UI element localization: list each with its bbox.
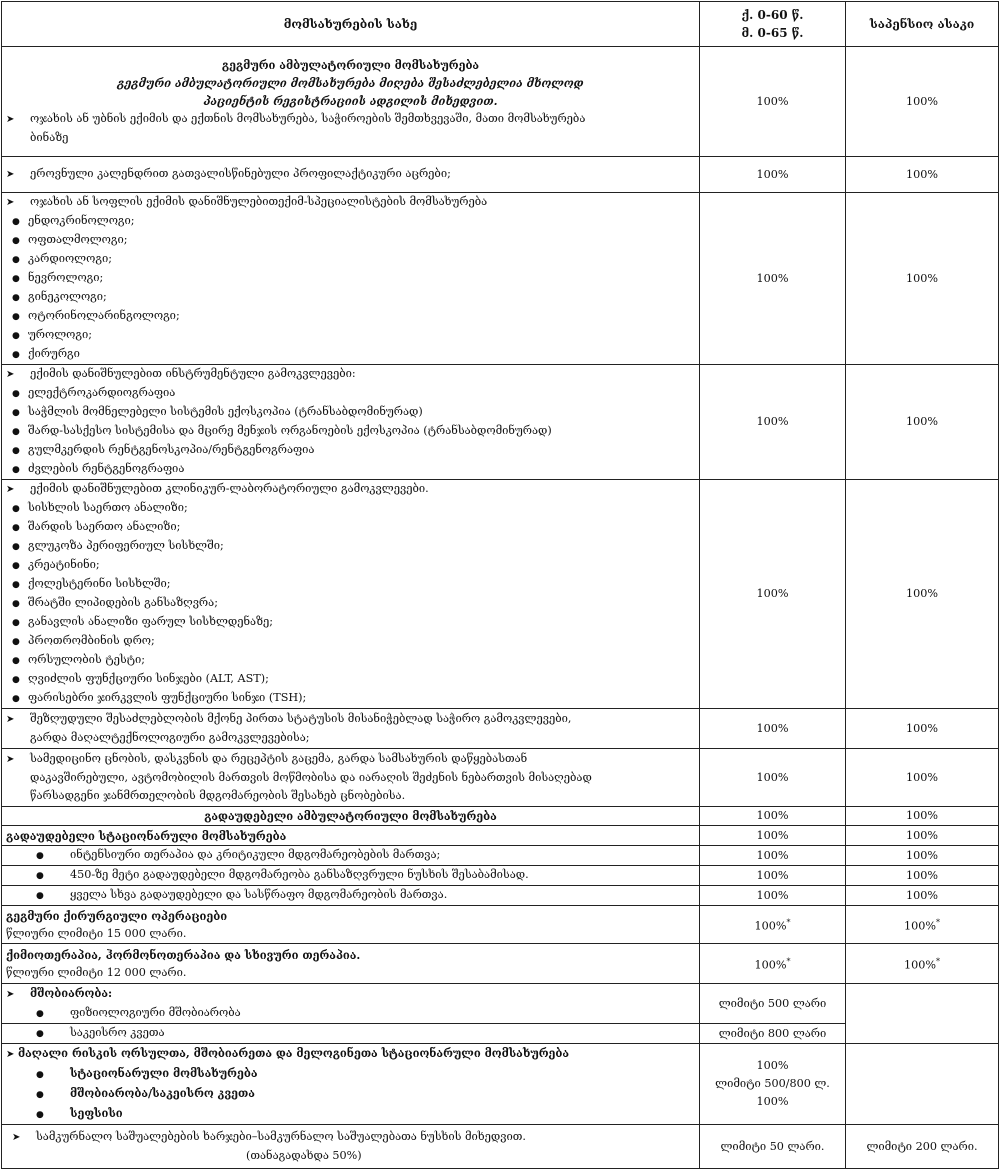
cell-value: 100%*	[700, 944, 846, 984]
arrow-bullet-icon: ➤	[6, 714, 15, 725]
round-bullet-icon: ●	[12, 637, 20, 647]
cell-service	[2, 866, 700, 886]
cell-service	[2, 480, 700, 709]
header-service-type: მომსახურების სახე	[2, 2, 700, 47]
header-age-women: ქ. 0-60 წ.	[741, 8, 804, 22]
cell-service	[2, 1044, 700, 1125]
cell-empty	[846, 1044, 999, 1125]
section-title: მშობიარობა:	[30, 986, 113, 1000]
round-bullet-icon: ●	[12, 217, 20, 227]
round-bullet-icon: ●	[12, 293, 20, 303]
item-text: დაკავშირებული, ავტომობილის მართვის მოწმობისა და იარაღის შეძენის ნებართვის მისაღებად	[30, 771, 592, 784]
coverage-table	[1, 1, 999, 1169]
list-item: ძვლების რენტგენოგრაფია	[28, 462, 185, 475]
table-row	[2, 193, 999, 365]
list-item: ფიზიოლოგიური მშობიარობა	[70, 1006, 241, 1019]
round-bullet-icon: ●	[12, 694, 20, 704]
arrow-bullet-icon: ➤	[6, 754, 15, 765]
cell-value: 100%	[700, 709, 846, 749]
cell-value: 100%	[846, 157, 999, 193]
round-bullet-icon: ●	[12, 331, 20, 341]
list-item: მშობიარობა/საკეისრო კვეთა	[70, 1086, 255, 1100]
table-row	[2, 480, 999, 709]
cell-value: 100%*	[700, 906, 846, 944]
arrow-bullet-icon: ➤	[6, 1049, 15, 1060]
header-pension-age: საპენსიო ასაკი	[846, 2, 999, 47]
cell-service	[2, 193, 700, 365]
round-bullet-icon: ●	[12, 465, 20, 475]
cell-value: 100%	[846, 846, 999, 866]
list-item: კრეატინინი;	[28, 558, 100, 571]
round-bullet-icon: ●	[36, 871, 44, 881]
list-item: განავლის ანალიზი ფარულ სისხლდენაზე;	[28, 615, 274, 628]
round-bullet-icon: ●	[36, 891, 44, 901]
round-bullet-icon: ●	[12, 427, 20, 437]
list-item: სისხლის საერთო ანალიზი;	[28, 501, 188, 514]
cell-value: 100%	[700, 193, 846, 365]
round-bullet-icon: ●	[12, 561, 20, 571]
round-bullet-icon: ●	[12, 580, 20, 590]
cell-value: 100%	[700, 866, 846, 886]
cell-value: 100%	[846, 826, 999, 846]
footnote-mark: *	[786, 956, 791, 966]
item-text: სამედიცინო ცნობის, დასკვნის და რეცეპტის გაცემა, გარდა სამსახურის დაწყებასთან	[30, 752, 528, 765]
item-text: ოჯახის ან უბნის ექიმის და ექთნის მომსახურება, საჭიროების შემთხვევაში, მათი მომსახურება	[30, 112, 586, 125]
round-bullet-icon: ●	[36, 1029, 44, 1039]
round-bullet-icon: ●	[36, 1110, 44, 1120]
header-age-group	[700, 2, 846, 47]
item-text: წლიური ლიმიტი 12 000 ლარი.	[6, 965, 187, 979]
round-bullet-icon: ●	[12, 675, 20, 685]
header-age-men: მ. 0-65 წ.	[741, 26, 804, 40]
item-text: (თანაგადახდა 50%)	[246, 1149, 362, 1162]
cell-service	[2, 47, 700, 157]
arrow-bullet-icon: ➤	[6, 197, 15, 208]
section-note: პაციენტის რეგისტრაციის ადგილის მიხედვით.	[203, 94, 498, 108]
section-title: გადაუდებელი სტაციონარული მომსახურება	[2, 826, 700, 846]
round-bullet-icon: ●	[12, 274, 20, 284]
table-row	[2, 807, 999, 826]
list-item: სტაციონარული მომსახურება	[70, 1066, 258, 1080]
cell-value: 100%	[700, 47, 846, 157]
arrow-bullet-icon: ➤	[12, 1132, 21, 1143]
table-row	[2, 886, 999, 906]
list-item: ყველა სხვა გადაუდებელი და სასწრაფო მდგომარეობის მართვა.	[70, 888, 448, 901]
table-row	[2, 749, 999, 807]
section-note: გეგმური ამბულატორიული მომსახურება მიღება შესაძლებელია მხოლოდ	[117, 76, 584, 90]
table-row	[2, 157, 999, 193]
list-item: ოტორინოლარინგოლოგი;	[28, 309, 180, 322]
section-title: გეგმური ქირურგიული ოპერაციები	[6, 908, 228, 923]
cell-service	[2, 1024, 700, 1044]
cell-value: 100%	[846, 807, 999, 826]
table-row	[2, 866, 999, 886]
round-bullet-icon: ●	[12, 618, 20, 628]
list-item: გინეკოლოგი;	[28, 290, 107, 303]
round-bullet-icon: ●	[12, 523, 20, 533]
table-row	[2, 47, 999, 157]
cell-value: ლიმიტი 500 ლარი	[700, 984, 846, 1024]
list-item: გულმკერდის რენტგენოსკოპია/რენტგენოგრაფია	[28, 443, 315, 456]
cell-value: 100%	[846, 886, 999, 906]
cell-value: 100%	[700, 365, 846, 480]
list-item: ღვიძლის ფუნქციური სინჯები (ALT, AST);	[28, 672, 269, 685]
cell-value: 100%	[846, 365, 999, 480]
item-text: გარდა მაღალტექნოლოგიური გამოკვლევებისა;	[30, 731, 310, 744]
cell-value: 100%*	[846, 906, 999, 944]
round-bullet-icon: ●	[12, 504, 20, 514]
section-title: ქიმიოთერაპია, ჰორმონოთერაპია და სხივური თერაპია.	[6, 947, 361, 962]
list-item: ინტენსიური თერაპია და კრიტიკული მდგომარეობების მართვა;	[70, 848, 441, 861]
cell-value: 100%	[700, 807, 846, 826]
cell-value: 100%	[700, 886, 846, 906]
table-header-row	[2, 2, 999, 47]
cell-value: 100%	[700, 846, 846, 866]
cell-service	[2, 365, 700, 480]
cell-value: 100%	[846, 47, 999, 157]
item-text: ბინაზე	[30, 131, 69, 144]
table-row	[2, 906, 999, 944]
round-bullet-icon: ●	[36, 1070, 44, 1080]
round-bullet-icon: ●	[36, 851, 44, 861]
list-item: სეფსისი	[70, 1106, 123, 1120]
list-item: პროთრომბინის დრო;	[28, 634, 155, 647]
cell-value: 100%	[846, 480, 999, 709]
cell-empty	[846, 984, 999, 1044]
list-item: ფარისებრი ჯირკვლის ფუნქციური სინჯი (TSH);	[28, 691, 307, 704]
list-item: 450-ზე მეტი გადაუდებელი მდგომარეობა განსაზღვრული ნუსხის შესაბამისად.	[70, 868, 529, 881]
cell-service	[2, 1125, 700, 1169]
arrow-bullet-icon: ➤	[6, 369, 15, 380]
list-item: ოფთალმოლოგი;	[28, 233, 128, 246]
list-item: შარდის საერთო ანალიზი;	[28, 520, 181, 533]
footnote-mark: *	[786, 917, 791, 927]
section-title: მაღალი რისკის ორსულთა, მშობიარეთა და მელოგინეთა სტაციონარული მომსახურება	[18, 1046, 570, 1060]
cell-service	[2, 944, 700, 984]
list-item: ელექტროკარდიოგრაფია	[28, 386, 176, 399]
cell-value: 100%	[846, 749, 999, 807]
item-text: წარსადგენი ჯანმრთელობის მდგომარეობის შესახებ ცნობებისა.	[30, 789, 406, 802]
round-bullet-icon: ●	[12, 350, 20, 360]
section-title: გეგმური ამბულატორიული მომსახურება	[221, 58, 480, 72]
section-title: გადაუდებელი ამბულატორიული მომსახურება	[2, 807, 700, 826]
round-bullet-icon: ●	[12, 656, 20, 666]
arrow-bullet-icon: ➤	[6, 169, 15, 180]
cell-value: 100%	[700, 157, 846, 193]
list-item: გლუკოზა პერიფერიულ სისხლში;	[28, 539, 224, 552]
round-bullet-icon: ●	[12, 446, 20, 456]
table-row	[2, 1044, 999, 1125]
table-row	[2, 826, 999, 846]
table-row	[2, 365, 999, 480]
list-item: ნევროლოგი;	[28, 271, 104, 284]
item-text: ექიმის დანიშნულებით კლინიკურ-ლაბორატორიული გამოკვლევები.	[30, 482, 429, 495]
list-item: შრატში ლიპიდების განსაზღვრა;	[28, 596, 218, 609]
cell-value: 100%	[846, 866, 999, 886]
cell-value: ლიმიტი 800 ლარი	[700, 1024, 846, 1044]
list-item: კარდიოლოგი;	[28, 252, 112, 265]
list-item: უროლოგი;	[28, 328, 93, 341]
item-text: ექიმის დანიშნულებით ინსტრუმენტული გამოკვლევები:	[30, 367, 356, 380]
arrow-bullet-icon: ➤	[6, 989, 15, 1000]
cell-value: 100%*	[846, 944, 999, 984]
round-bullet-icon: ●	[12, 312, 20, 322]
round-bullet-icon: ●	[12, 542, 20, 552]
table-row	[2, 944, 999, 984]
cell-service	[2, 749, 700, 807]
footnote-mark: *	[935, 956, 940, 966]
list-item: შარდ-სასქესო სისტემისა და მცირე მენჯის ორგანოების ექოსკოპია (ტრანსაბდომინურად)	[28, 424, 552, 437]
round-bullet-icon: ●	[12, 255, 20, 265]
item-text: წლიური ლიმიტი 15 000 ლარი.	[6, 926, 187, 940]
item-text: შეზღუდული შესაძლებლობის მქონე პირთა სტატუსის მისანიჭებლად საჭირო გამოკვლევები,	[30, 712, 572, 725]
cell-value: 100%	[846, 709, 999, 749]
item-text: სამკურნალო საშუალებების ხარჯები–სამკურნალო საშუალებათა ნუსხის მიხედვით.	[36, 1130, 526, 1143]
cell-value: 100%	[700, 826, 846, 846]
round-bullet-icon: ●	[36, 1009, 44, 1019]
list-item: ქოლესტერინი სისხლში;	[28, 577, 171, 590]
cell-service	[2, 906, 700, 944]
list-item: ქირურგი	[28, 347, 80, 360]
cell-service	[2, 709, 700, 749]
arrow-bullet-icon: ➤	[6, 114, 15, 125]
table-row	[2, 984, 999, 1024]
cell-value: 100%	[846, 193, 999, 365]
item-text: ეროვნული კალენდრით გათვალისწინებული პროფილაქტიკური აცრები;	[30, 167, 451, 180]
round-bullet-icon: ●	[12, 389, 20, 399]
table-row	[2, 1125, 999, 1169]
cell-value: 100% ლიმიტი 500/800 ლ. 100%	[700, 1044, 846, 1125]
round-bullet-icon: ●	[12, 599, 20, 609]
arrow-bullet-icon: ➤	[6, 484, 15, 495]
list-item: ენდოკრინოლოგი;	[28, 214, 135, 227]
round-bullet-icon: ●	[12, 408, 20, 418]
round-bullet-icon: ●	[12, 236, 20, 246]
table-row	[2, 846, 999, 866]
round-bullet-icon: ●	[36, 1090, 44, 1100]
cell-value: ლიმიტი 200 ლარი.	[846, 1125, 999, 1169]
cell-service	[2, 984, 700, 1024]
cell-value: 100%	[700, 749, 846, 807]
table-row	[2, 709, 999, 749]
cell-service	[2, 846, 700, 866]
cell-value: 100%	[700, 480, 846, 709]
list-item: საჭმლის მომნელებელი სისტემის ექოსკოპია (ტრანსაბდომინურად)	[28, 405, 423, 418]
cell-value: ლიმიტი 50 ლარი.	[700, 1125, 846, 1169]
list-item: ორსულობის ტესტი;	[28, 653, 146, 666]
footnote-mark: *	[935, 917, 940, 927]
cell-service	[2, 886, 700, 906]
item-text: ოჯახის ან სოფლის ექიმის დანიშნულებითექიმ-სპეციალისტების მომსახურება	[30, 195, 488, 208]
list-item: საკეისრო კვეთა	[70, 1026, 165, 1039]
cell-service	[2, 157, 700, 193]
